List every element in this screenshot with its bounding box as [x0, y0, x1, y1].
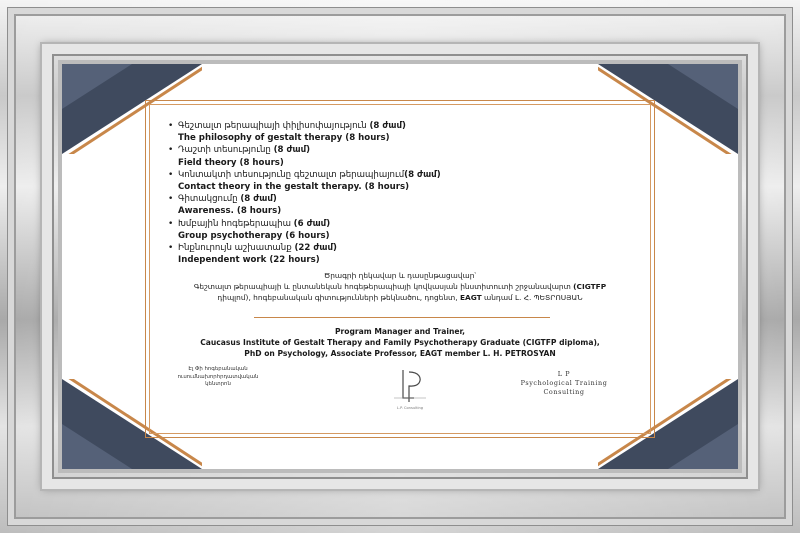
course-item [168, 193, 638, 217]
course-armenian-hours: (6 ժամ) [293, 218, 331, 229]
course-armenian-title: Խմբային հոգեթերապիա [178, 218, 294, 229]
manager-armenian-eagt: EAGT [459, 293, 482, 302]
course-item [168, 144, 638, 168]
wordmark-line: Psychological Training [520, 379, 608, 387]
course-item [168, 242, 638, 266]
manager-armenian-name: անդամ Լ. Հ. ՊԵՏՐՈՍՅԱՆ [481, 293, 583, 302]
course-armenian-hours: (8 ժամ) [404, 169, 441, 180]
course-armenian-title: Կոնտակտի տեսությունը գեշտալտ թերապիայում [178, 169, 405, 180]
course-armenian-title: Գեշտալտ թերապիայի փիլիսոփայություն [178, 121, 370, 131]
program-manager-armenian [158, 270, 642, 303]
manager-armenian-text: Գեշտալտ թերապիայի և ընտանեկան հոգեթերապիայի կովկասյան ինստիտուտի շրջանավարտ [193, 282, 574, 291]
course-armenian-title: Ինքնուրույն աշխատանք [178, 243, 295, 254]
course-armenian-hours: (22 ժամ) [294, 243, 337, 254]
manager-english-institute: Caucasus Institute of Gestalt Therapy and Family Psychotherapy Graduate (CIGTFP diploma), [200, 338, 600, 348]
manager-armenian-heading: Ծրագրի ղեկավար և դասընթացավար՝ [323, 271, 477, 280]
course-english-title: Field theory (8 hours) [178, 157, 284, 168]
course-armenian-hours: (8 ժամ) [273, 145, 311, 156]
course-armenian-title: Գիտակցումը [178, 194, 241, 205]
manager-english-credentials: PhD on Psychology, Associate Professor, EAGT member L. H. PETROSYAN [244, 349, 556, 359]
manager-english-heading: Program Manager and Trainer, [334, 327, 466, 336]
course-english-title: Independent work (22 hours) [178, 255, 320, 266]
course-english-title: Contact theory in the gestalt therapy. (8 hours) [178, 182, 410, 193]
course-item [168, 120, 638, 144]
course-armenian-hours: (8 ժամ) [369, 121, 406, 131]
logo-caption: L.P. Consulting [396, 406, 424, 410]
course-english-title: The philosophy of gestalt therapy (8 hours) [178, 133, 390, 144]
wordmark-initials: L P [557, 370, 571, 378]
manager-armenian-text: , հոգեբանական գիտությունների թեկնածու, դոցենտ, [248, 293, 460, 302]
certificate-page [62, 64, 738, 469]
course-list [168, 120, 638, 266]
program-manager-english [158, 326, 642, 360]
lp-consulting-wordmark [514, 370, 614, 397]
wordmark-line: Consulting [543, 388, 585, 396]
course-item [168, 218, 638, 242]
course-english-title: Awareness. (8 hours) [178, 206, 282, 217]
signature-divider [254, 317, 550, 318]
manager-armenian-text: դիպլոմ) [217, 293, 249, 302]
lp-monogram-logo [386, 364, 434, 408]
center-name-line: Էլ Փի հոգեբանական [188, 366, 248, 372]
center-name-line: կենտրոն [205, 381, 231, 388]
course-armenian-hours: (8 ժամ) [240, 194, 277, 205]
course-english-title: Group psychotherapy (6 hours) [178, 230, 330, 241]
center-name-armenian [168, 366, 268, 389]
manager-armenian-diploma: (CIGTFP [573, 282, 607, 291]
course-item [168, 169, 638, 193]
center-name-line: ուսումնախորհրդատվական [177, 373, 259, 380]
course-armenian-title: Դաշտի տեսությունը [178, 145, 274, 156]
